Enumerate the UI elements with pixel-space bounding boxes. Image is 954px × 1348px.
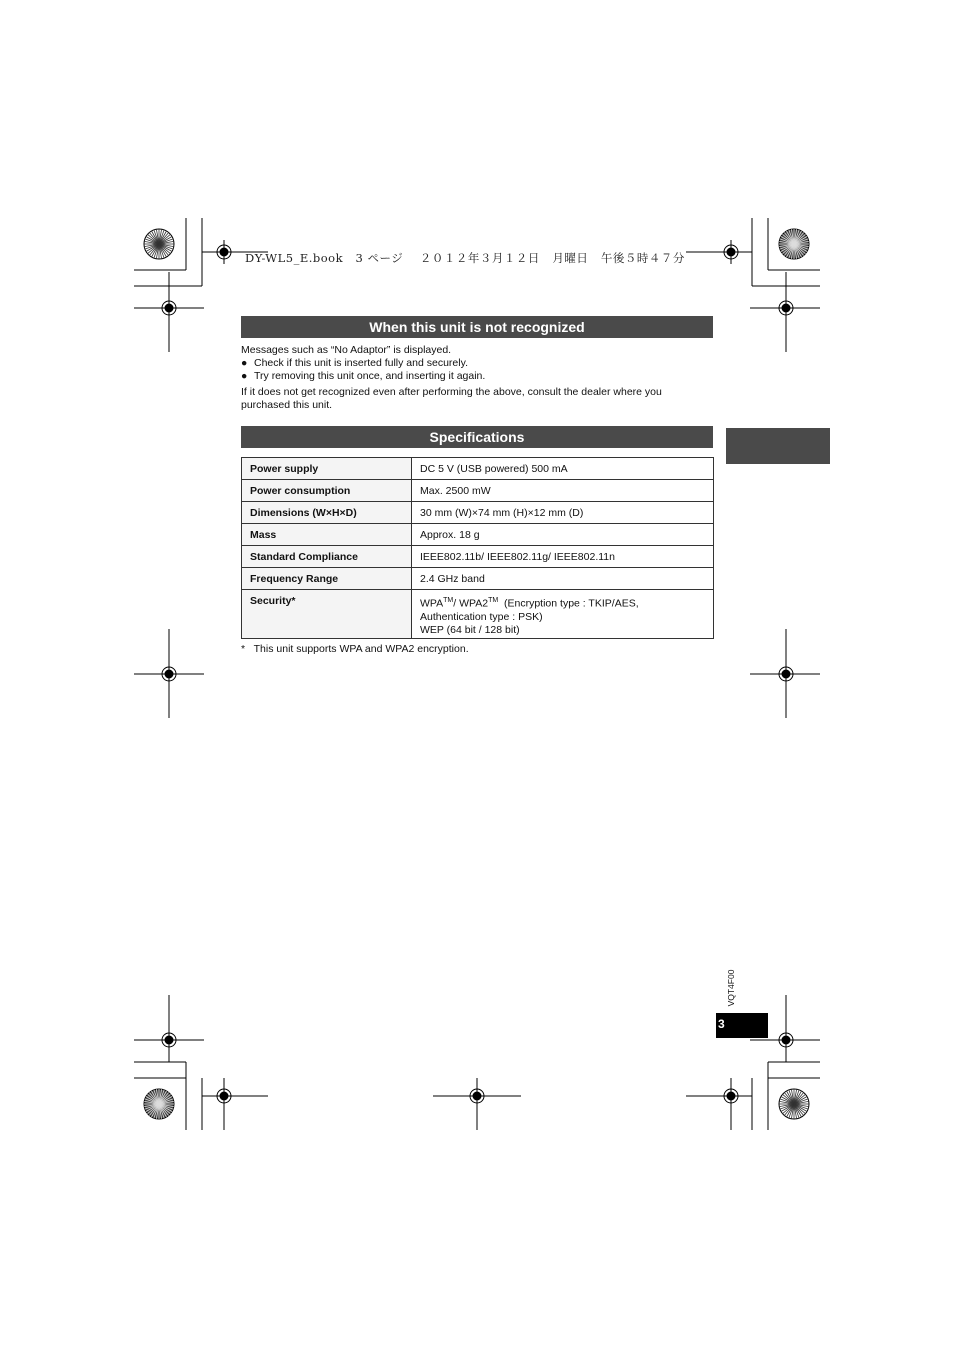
spec-label: Mass	[250, 529, 277, 541]
spec-value: 2.4 GHz band	[420, 573, 485, 585]
print-header	[245, 250, 685, 266]
document-code: VQT4F00	[726, 969, 736, 1007]
header-weekday: 月曜日	[552, 251, 589, 265]
bullet-text: Check if this unit is inserted fully and securely.	[254, 357, 468, 369]
spec-value: Max. 2500 mW	[420, 485, 491, 497]
table-row	[242, 524, 714, 546]
security-line: WPA™/ WPA2™ (Encryption type : TKIP/AES,	[420, 597, 639, 610]
starburst-target-mark	[779, 1089, 809, 1119]
page-number: 3	[718, 1017, 725, 1031]
header-date: ２０１２年３月１２日	[419, 251, 540, 265]
bullet-text: Try removing this unit once, and inserting it again.	[254, 370, 486, 382]
security-wep-line: WEP (64 bit / 128 bit)	[420, 623, 520, 636]
closing-text-line: purchased this unit.	[241, 399, 333, 411]
section-title-not-recognized: When this unit is not recognized	[241, 316, 713, 338]
footnote: * This unit supports WPA and WPA2 encryption.	[241, 643, 469, 655]
table-row	[242, 546, 714, 568]
table-row	[242, 480, 714, 502]
section-title-specifications: Specifications	[241, 426, 713, 448]
header-page-label: 3 ページ	[355, 251, 404, 265]
spec-label: Security*	[250, 595, 296, 607]
table-row	[242, 590, 714, 639]
header-file-name: DY-WL5_E.book	[245, 251, 344, 265]
spec-value: 30 mm (W)×74 mm (H)×12 mm (D)	[420, 507, 584, 519]
spec-label: Power supply	[250, 463, 319, 475]
starburst-target-mark	[144, 1089, 174, 1119]
message-line: Messages such as “No Adaptor” is displayed.	[241, 344, 452, 356]
table-row	[242, 502, 714, 524]
starburst-target-mark	[779, 229, 809, 259]
table-row	[242, 568, 714, 590]
bullet-item	[241, 370, 485, 383]
closing-text-line: If it does not get recognized even after performing the above, consult the dealer where you	[241, 386, 662, 398]
bullet-item	[241, 357, 468, 370]
header-time: 午後５時４７分	[600, 251, 685, 265]
spec-label: Frequency Range	[250, 573, 339, 585]
table-row	[242, 458, 714, 480]
side-tab-marker	[726, 428, 830, 464]
spec-value: IEEE802.11b/ IEEE802.11g/ IEEE802.11n	[420, 551, 615, 563]
specifications-table	[241, 457, 714, 639]
spec-label: Standard Compliance	[250, 551, 358, 563]
bullet-dot-icon: ●	[241, 370, 248, 382]
starburst-target-mark	[144, 229, 174, 259]
spec-value: DC 5 V (USB powered) 500 mA	[420, 463, 568, 475]
bullet-dot-icon: ●	[241, 357, 248, 369]
spec-label: Dimensions (W×H×D)	[250, 507, 357, 519]
page-number-box	[716, 1013, 768, 1038]
security-auth-line: Authentication type : PSK)	[420, 610, 543, 623]
spec-value: Approx. 18 g	[420, 529, 480, 541]
spec-label: Power consumption	[250, 485, 351, 497]
